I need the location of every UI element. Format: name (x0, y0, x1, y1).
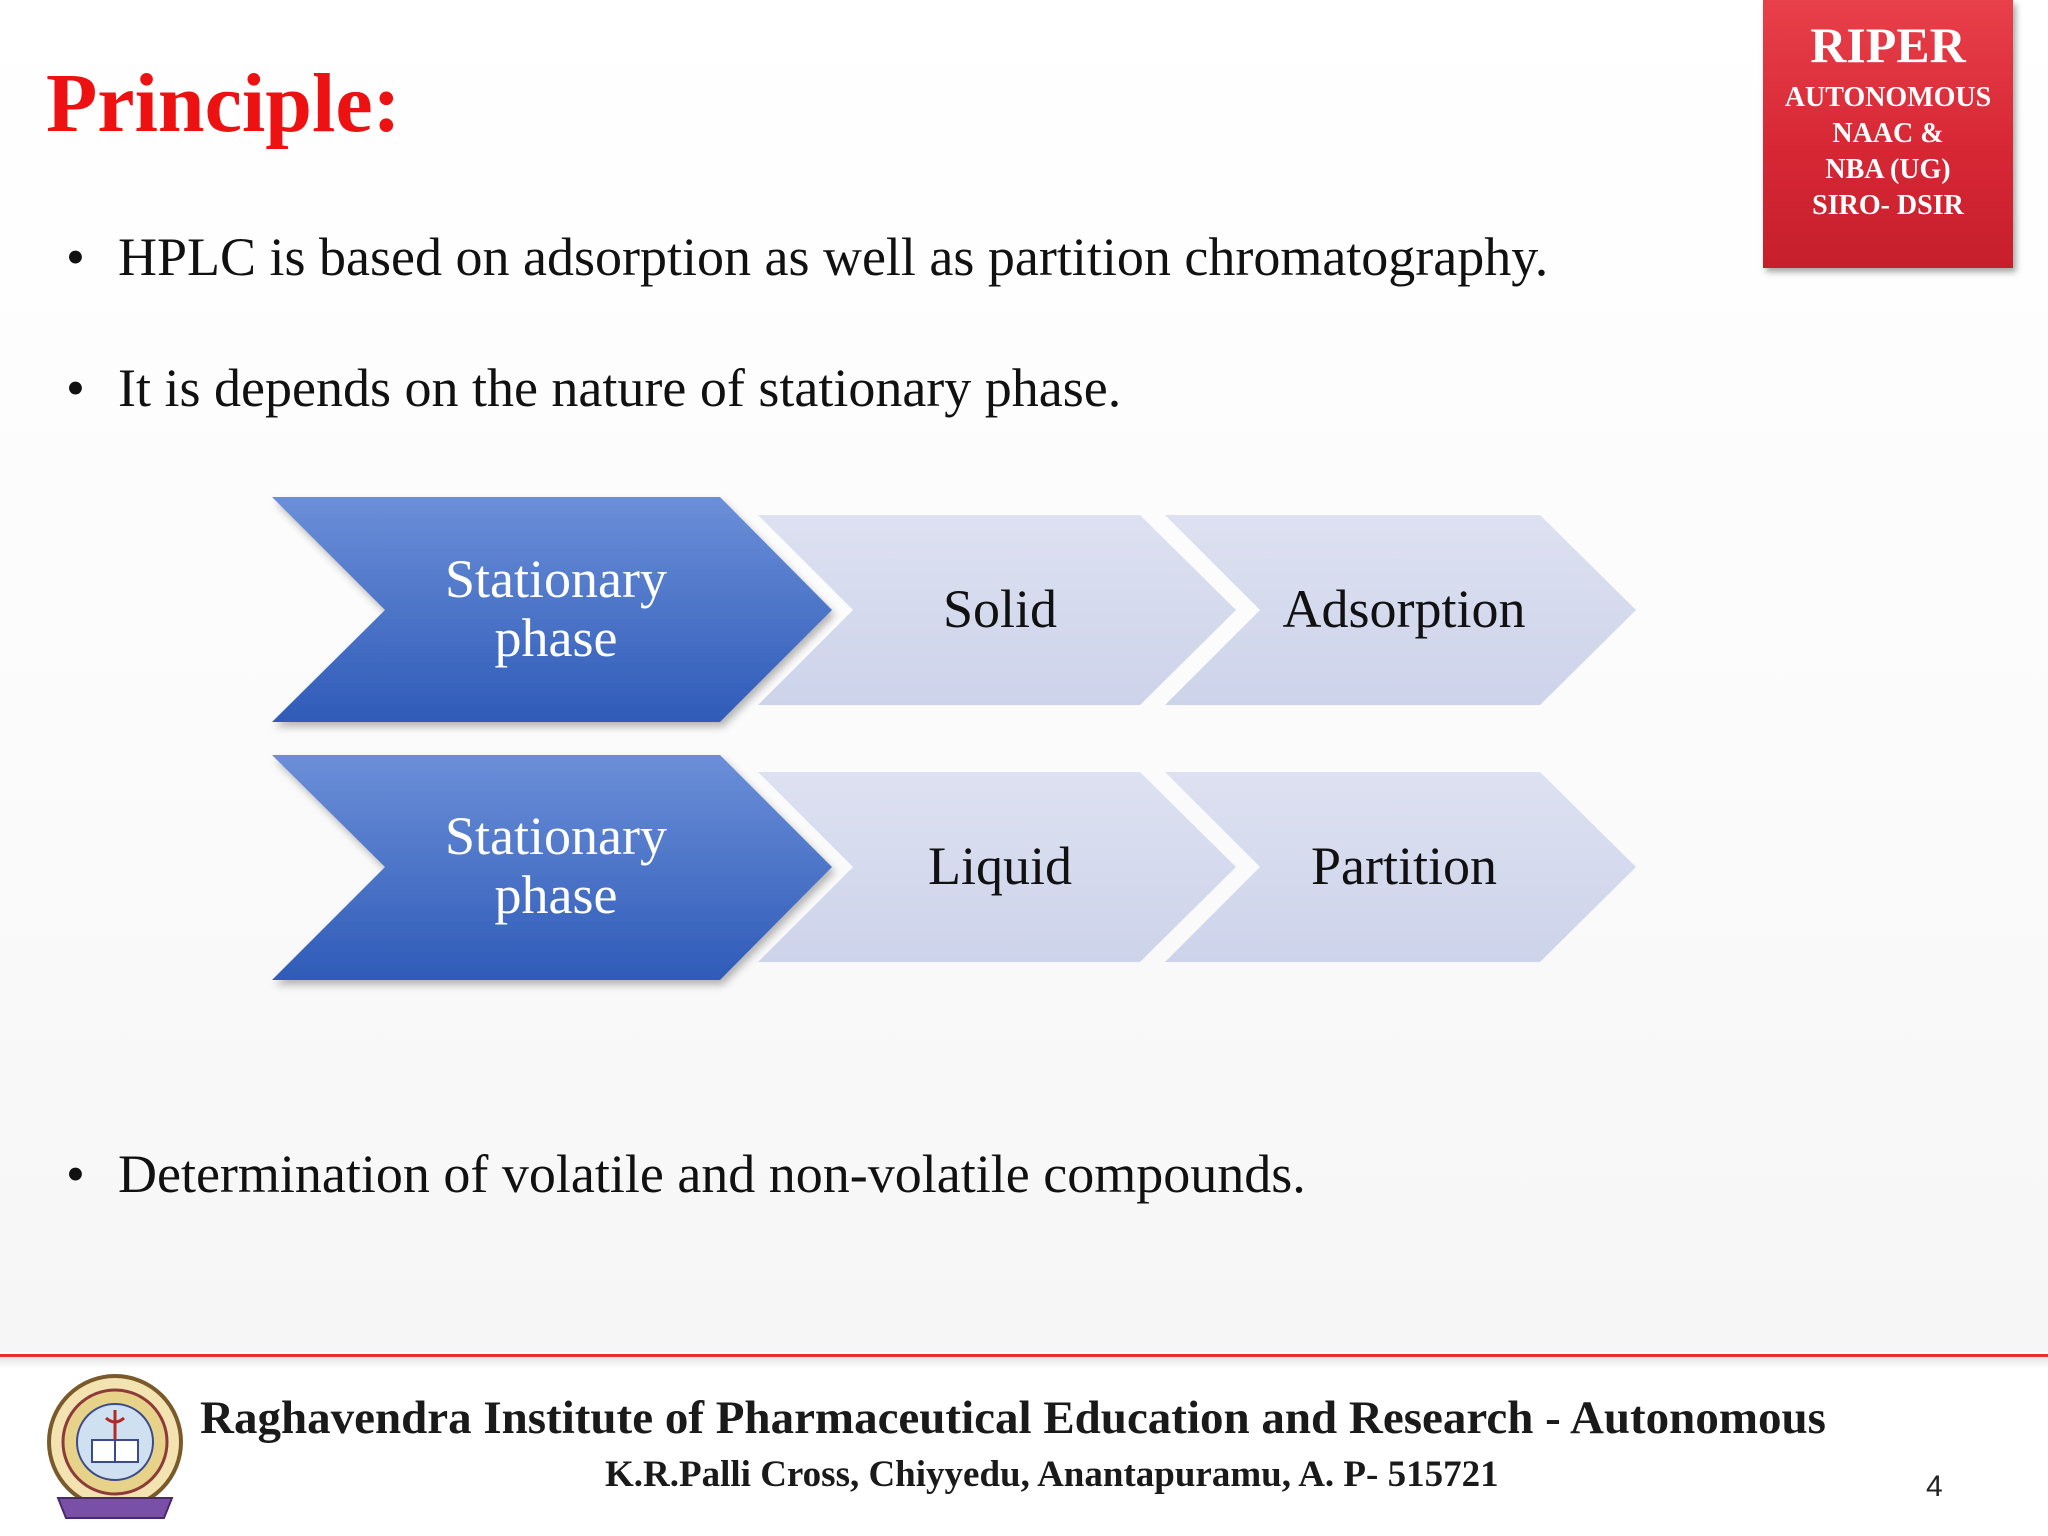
bullet-item-3 (66, 1144, 1306, 1204)
page-number: 4 (1926, 1470, 1943, 1503)
badge-line-siro: SIRO- DSIR (1812, 190, 1964, 221)
lead-label-line-2: phase (494, 608, 618, 668)
lead-label-line-2: phase (494, 865, 618, 925)
diagram-row-2 (272, 755, 1636, 980)
step-label-adsorption: Adsorption (1282, 579, 1526, 639)
slide-title: Principle: (46, 57, 401, 150)
badge-line-naac: NAAC & (1832, 118, 1944, 149)
bullet-text-1: HPLC is based on adsorption as well as partition chromatography. (118, 227, 1549, 287)
bullet-text-3: Determination of volatile and non-volatile compounds. (118, 1144, 1306, 1204)
lead-label-line-1: Stationary (445, 549, 667, 609)
badge-line-autonomous: AUTONOMOUS (1784, 82, 1992, 113)
institute-logo-icon (40, 1370, 190, 1525)
footer-address: K.R.Palli Cross, Chiyyedu, Anantapuramu, A. P- 515721 (605, 1454, 1499, 1495)
step-label-liquid: Liquid (928, 836, 1072, 896)
bullet-dot: • (66, 227, 85, 287)
step-label-partition: Partition (1311, 836, 1497, 896)
footer-shade (0, 1357, 2048, 1369)
badge-main: RIPER (1810, 17, 1966, 73)
bullet-text-2: It is depends on the nature of stationary phase. (118, 358, 1122, 418)
bullet-dot: • (66, 1144, 85, 1204)
diagram-row-1 (272, 497, 1636, 722)
bullet-dot: • (66, 358, 85, 418)
lead-label-line-1: Stationary (445, 806, 667, 866)
footer-institute-name: Raghavendra Institute of Pharmaceutical Education and Research - Autonomous (200, 1392, 1826, 1444)
badge-line-nba: NBA (UG) (1825, 154, 1951, 185)
step-label-solid: Solid (942, 579, 1058, 639)
